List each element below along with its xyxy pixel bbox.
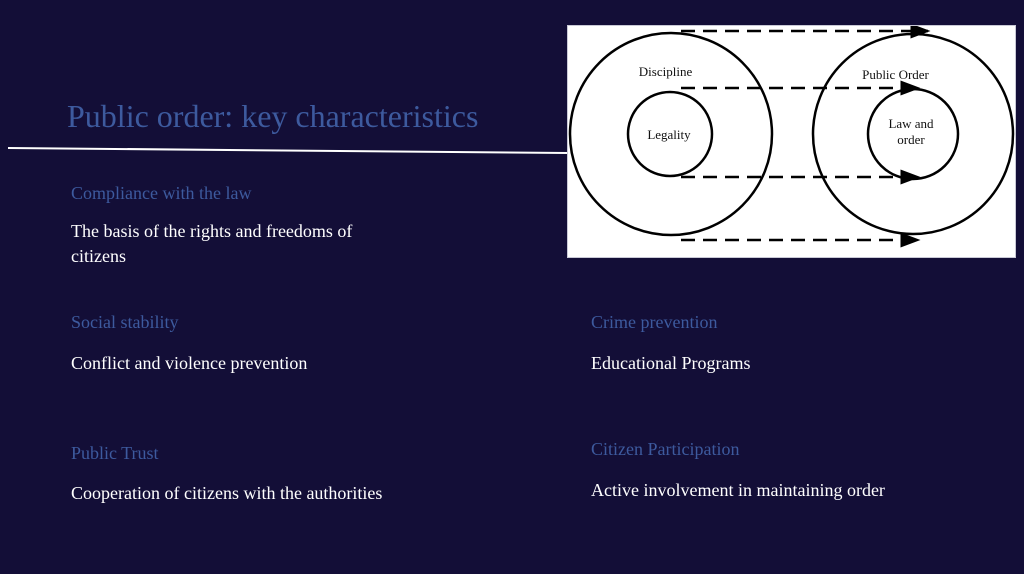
slide-title: Public order: key characteristics: [67, 98, 479, 134]
section-text-stability: Conflict and violence prevention: [71, 353, 308, 373]
section-text-participation: Active involvement in maintaining order: [591, 480, 885, 500]
section-text-compliance: The basis of the rights and freedoms of citizens: [71, 221, 353, 266]
section-heading-compliance: Compliance with the law: [71, 183, 252, 203]
section-heading-stability: Social stability: [71, 312, 179, 332]
section-text-crime-prevention: Educational Programs: [591, 353, 751, 373]
section-heading-participation: Citizen Participation: [591, 439, 740, 459]
label-public-order: Public Order: [862, 67, 929, 82]
label-law-and-order: Law and order: [888, 116, 934, 147]
section-heading-public-trust: Public Trust: [71, 443, 159, 463]
label-discipline: Discipline: [638, 64, 693, 79]
concentric-circles-diagram: [567, 25, 1016, 258]
section-heading-crime-prevention: Crime prevention: [591, 312, 718, 332]
section-text-public-trust: Cooperation of citizens with the authorities: [71, 483, 383, 503]
label-legality: Legality: [647, 127, 691, 142]
